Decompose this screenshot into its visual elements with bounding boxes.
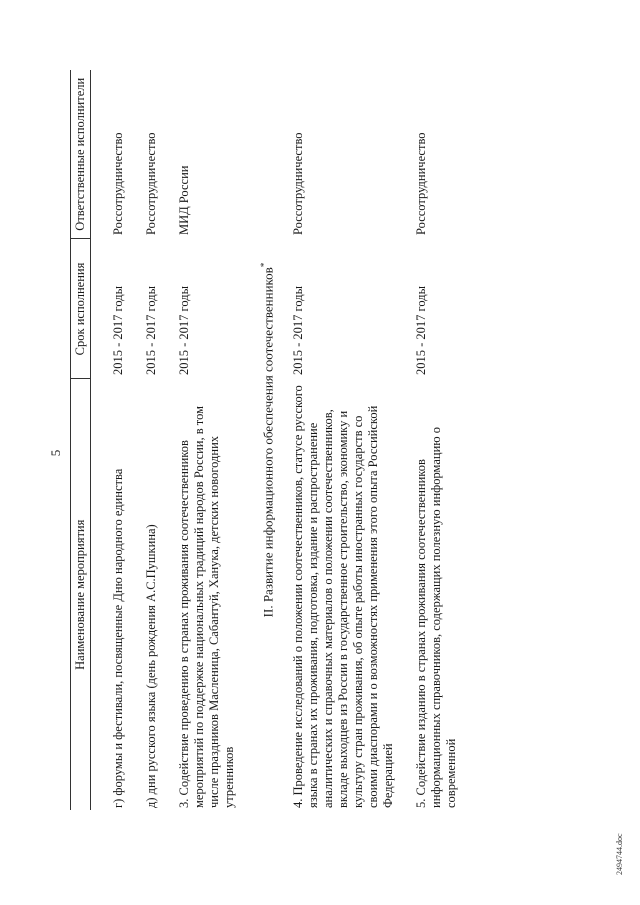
header-term: Срок исполнения [71,239,91,379]
row-name: 4. Проведение исследований о положении соотечественников, статусе русского языка в странах их проживания, подготовка, издание и распространение аналитических и справочных материалов о положении соотечественников, вкладе выходцев из России в государственное строительство, экономику и культуру стран проживания, об опыте работы иностранных государств со своими диаспорами и о возможностях применения этого опыта Российской Федерацией [291,385,396,808]
table-row [277,70,400,810]
row-term: 2015 - 2017 годы [144,285,158,375]
row-executor: Россотрудничество [414,132,429,235]
table-row [400,70,463,810]
row-executor: Россотрудничество [144,132,158,235]
header-name: Наименование мероприятия [71,379,91,810]
row-name: 3. Содействие проведению в странах проживания соотечественников мероприятий по поддержке национальных традиций народов России, в том числе праздников Масленица, Сабантуй, Ханука, детских новогодних утренников [177,406,236,808]
row-term: 2015 - 2017 годы [414,285,429,375]
header-executor: Ответственные исполнители [71,70,91,239]
row-executor: Россотрудничество [111,132,125,235]
table-header-row [71,70,91,810]
row-name: д) дни русского языка (день рождения А.С.Пушкина) [144,524,158,808]
table-row [163,70,241,810]
row-executor: Россотрудничество [291,132,306,235]
table-row [130,70,163,810]
section-heading [241,70,277,810]
row-name: 5. Содействие изданию в странах проживания соотечественников информационных справочников, содержащих полезную информацию о современной [414,426,459,808]
document-filename: 2494744.doc [615,833,624,875]
row-term: 2015 - 2017 годы [177,285,191,375]
row-name: г) форумы и фестивали, посвященные Дню народного единства [111,468,125,808]
events-table [70,70,463,810]
section-title: II. Развитие информационного обеспечения соотечественников [260,267,276,618]
row-term: 2015 - 2017 годы [111,285,125,375]
table-row [91,70,131,810]
row-executor: МИД России [177,165,191,235]
row-term: 2015 - 2017 годы [291,285,306,375]
section-heading-row [241,70,277,810]
page-number: 5 [48,449,63,457]
footnote-mark: * [259,262,269,268]
